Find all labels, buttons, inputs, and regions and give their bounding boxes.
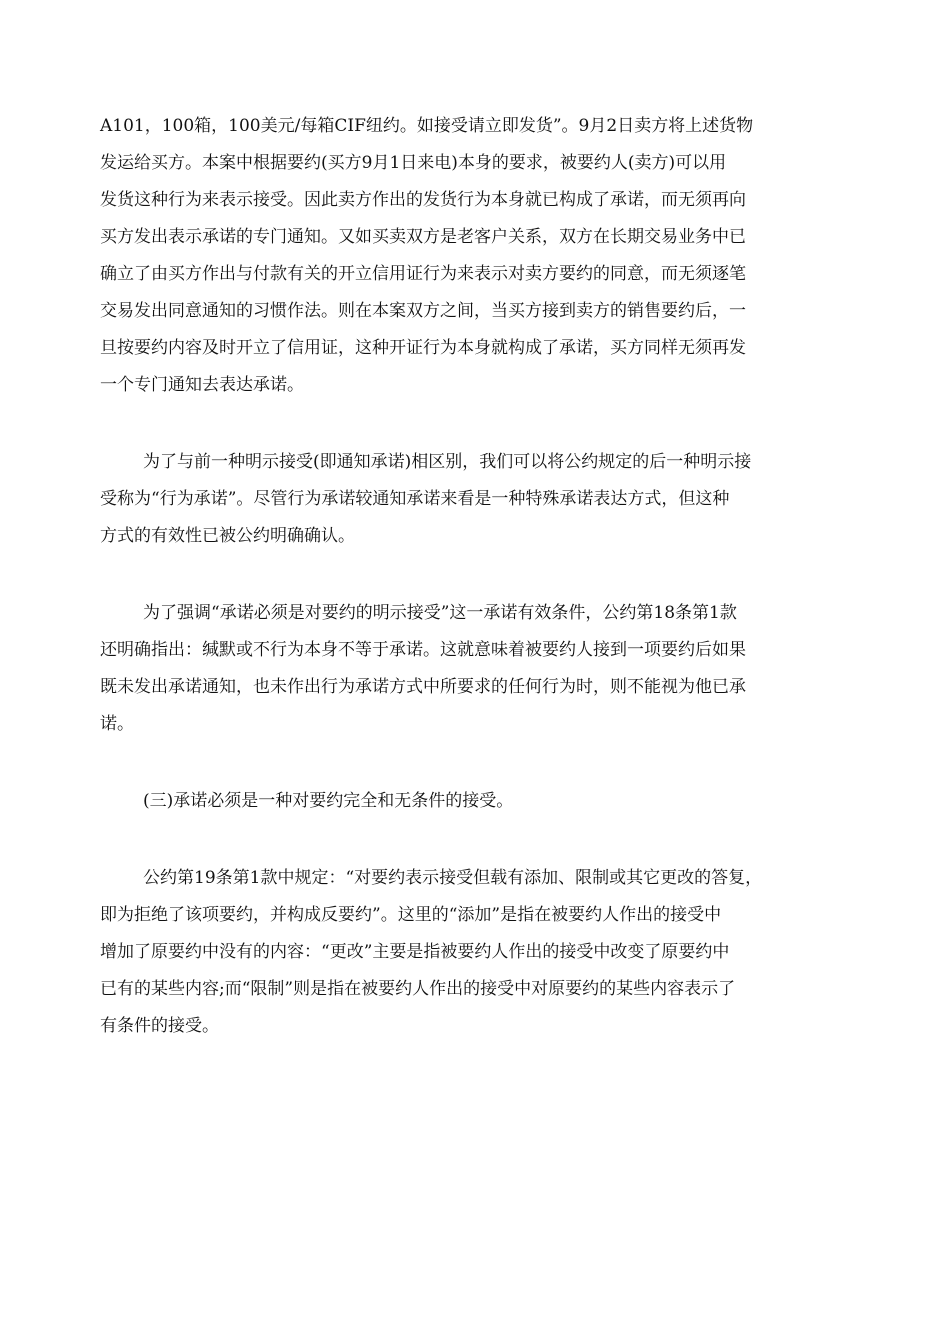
text-line: 为了与前一种明示接受(即通知承诺)相区别，我们可以将公约规定的后一种明示接 [143,452,752,472]
paragraph-3 [100,595,840,743]
paragraph-gap [100,743,840,783]
text-line: 方式的有效性已被公约明确确认。 [100,526,355,546]
text-line: 增加了原要约中没有的内容：“更改”主要是指被要约人作出的接受中改变了原要约中 [100,942,730,962]
text-line: 一个专门通知去表达承诺。 [100,375,304,395]
paragraph-gap [100,555,840,595]
text-line: A101，100箱，100美元/每箱CIF纽约。如接受请立即发货”。9月2日卖方将上述货物 [100,116,754,136]
text-line: 发货这种行为来表示接受。因此卖方作出的发货行为本身就已构成了承诺，而无须再向 [100,190,746,210]
paragraph-5 [100,860,840,1045]
text-line: 为了强调“承诺必须是对要约的明示接受”这一承诺有效条件，公约第18条第1款 [143,603,737,623]
text-line: 发运给买方。本案中根据要约(买方9月1日来电)本身的要求，被要约人(卖方)可以用 [100,153,727,173]
text-line: 买方发出表示承诺的专门通知。又如买卖双方是老客户关系，双方在长期交易业务中已 [100,227,746,247]
text-line: 旦按要约内容及时开立了信用证，这种开证行为本身就构成了承诺，买方同样无须再发 [100,338,746,358]
paragraph-4 [100,783,840,820]
text-line: 受称为“行为承诺”。尽管行为承诺较通知承诺来看是一种特殊承诺表达方式，但这种 [100,489,730,509]
text-line: 已有的某些内容;而“限制”则是指在被要约人作出的接受中对原要约的某些内容表示了 [100,979,736,999]
text-line: 既未发出承诺通知，也未作出行为承诺方式中所要求的任何行为时，则不能视为他已承 [100,677,746,697]
section-heading: (三)承诺必须是一种对要约完全和无条件的接受。 [143,791,514,811]
text-line: 有条件的接受。 [100,1016,219,1036]
paragraph-gap [100,404,840,444]
text-line: 即为拒绝了该项要约，并构成反要约”。这里的“添加”是指在被要约人作出的接受中 [100,905,722,925]
paragraph-2 [100,444,840,555]
text-line: 交易发出同意通知的习惯作法。则在本案双方之间，当买方接到卖方的销售要约后，一 [100,301,746,321]
text-line: 确立了由买方作出与付款有关的开立信用证行为来表示对卖方要约的同意，而无须逐笔 [100,264,746,284]
document-body [100,108,840,1045]
text-line: 还明确指出：缄默或不行为本身不等于承诺。这就意味着被要约人接到一项要约后如果 [100,640,746,660]
paragraph-gap [100,820,840,860]
text-line: 诺。 [100,714,134,734]
text-line: 公约第19条第1款中规定：“对要约表示接受但载有添加、限制或其它更改的答复， [143,868,763,888]
paragraph-1 [100,108,840,404]
